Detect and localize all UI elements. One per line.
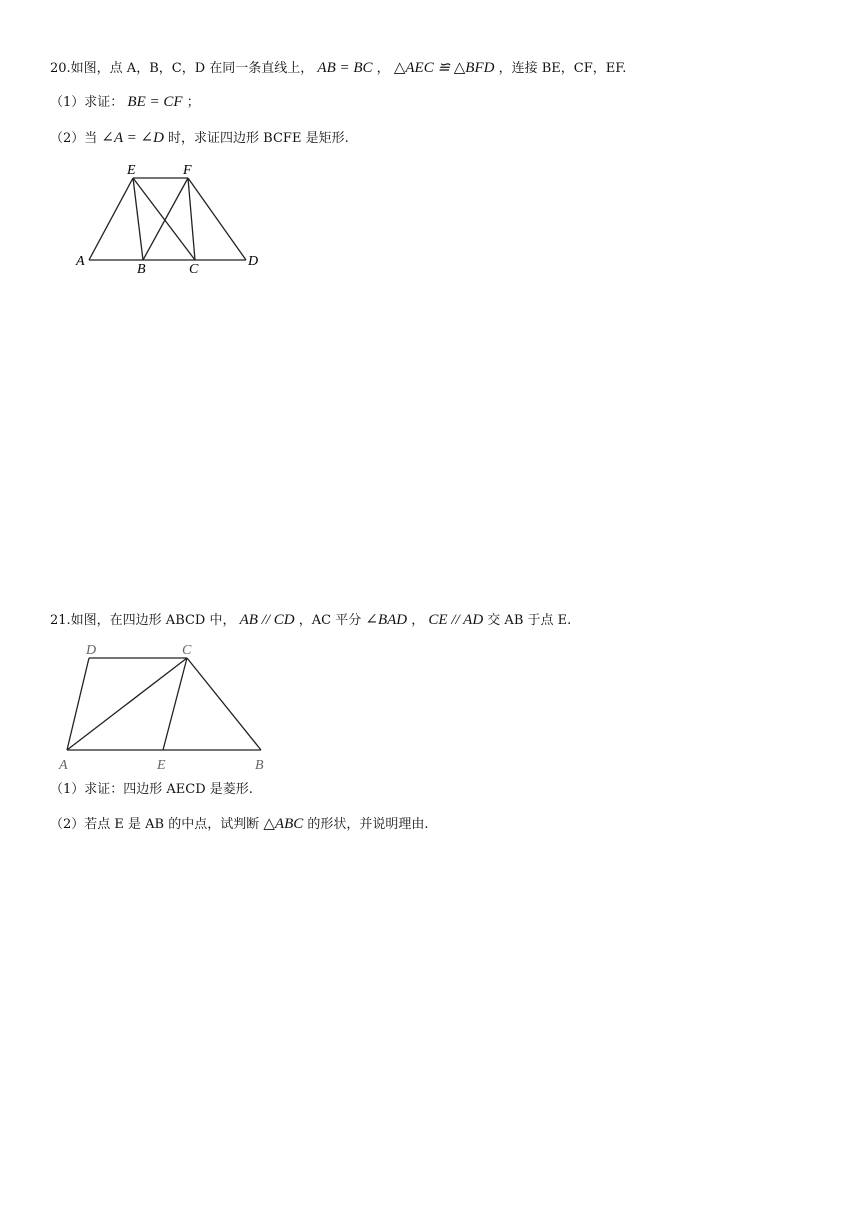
q21-segment-ce [163, 658, 187, 750]
q21-label-c: C [182, 643, 192, 658]
q20-part2 [50, 128, 349, 149]
q20-segment-fc [188, 178, 195, 260]
q21-figure [52, 638, 282, 776]
q21-sep2: ， [411, 613, 425, 628]
q20-label-a: A [76, 254, 85, 269]
q20-segment-bf [143, 178, 188, 260]
q20-label-d: D [248, 254, 259, 269]
q20-stem [50, 58, 626, 79]
q20-math-ab-bc: AB = BC [317, 60, 373, 76]
q20-label-c: C [189, 262, 199, 277]
q20-stem-text: 20.如图，点 A，B，C，D 在同一条直线上， [50, 61, 314, 76]
q20-segment-fd [188, 178, 246, 260]
q20-stem-tail: ，连接 BE，CF，EF. [498, 61, 627, 76]
q20-label-e: E [127, 163, 136, 178]
q20-part2-label: （2）当 [50, 131, 98, 146]
q21-stem-tail: 交 AB 于点 E. [487, 613, 572, 628]
q20-part1-math: BE = CF [127, 94, 183, 110]
q20-part1-label: （1）求证： [50, 95, 124, 110]
q21-math-angle-bad: ∠BAD [365, 612, 408, 628]
q21-part2-math: △ABC [263, 816, 304, 832]
q21-math-ab-parallel-cd: AB // CD [239, 612, 295, 628]
q21-stem-text: 21.如图，在四边形 ABCD 中， [50, 613, 236, 628]
q21-label-d: D [86, 643, 97, 658]
q21-part2 [50, 814, 429, 835]
q20-segment-ec [133, 178, 195, 260]
q21-part1-text: （1）求证：四边形 AECD 是菱形. [50, 782, 253, 797]
q21-part1 [50, 780, 253, 800]
q21-segment-ac [67, 658, 187, 750]
q21-label-e: E [157, 758, 166, 773]
q21-segment-cb [187, 658, 261, 750]
q20-figure [70, 158, 270, 278]
q21-part2-tail: 的形状，并说明理由. [307, 817, 429, 832]
q21-math-ce-parallel-ad: CE // AD [428, 612, 484, 628]
q20-sep: ， [376, 61, 390, 76]
q20-part2-tail: 时，求证四边形 BCFE 是矩形. [168, 131, 349, 146]
q20-part1-tail: ； [186, 95, 200, 110]
q20-math-congruent: △AEC ≌ △BFD [393, 60, 495, 76]
q21-label-b: B [255, 758, 264, 773]
q21-label-a: A [59, 758, 68, 773]
q20-part2-math: ∠A = ∠D [101, 130, 164, 146]
q20-label-f: F [183, 163, 192, 178]
q21-part2-label: （2）若点 E 是 AB 的中点，试判断 [50, 817, 260, 832]
q21-stem [50, 610, 571, 631]
q20-label-b: B [137, 262, 146, 277]
q20-part1 [50, 92, 200, 113]
q20-segment-ae [89, 178, 133, 260]
q21-sep1: ，AC 平分 [298, 613, 362, 628]
